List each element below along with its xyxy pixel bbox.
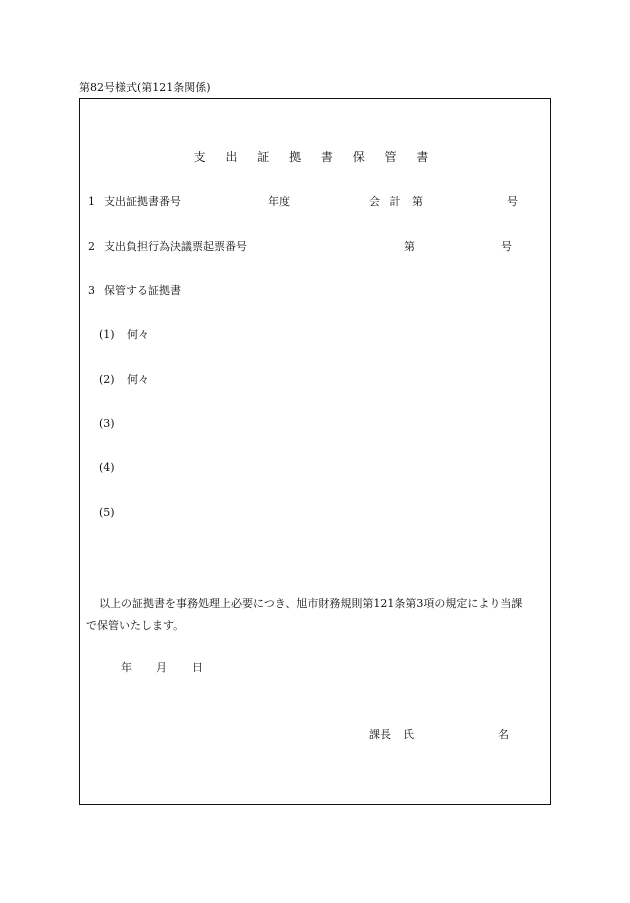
signature-mei-label: 名 — [498, 728, 509, 741]
statement-line-2: で保管いたします。 — [86, 619, 185, 632]
item-2-label: 支出負担行為決議票起票番号 — [104, 240, 247, 253]
document-title: 支 出 証 拠 書 保 管 書 — [193, 150, 437, 164]
signature-shi-label: 氏 — [403, 728, 414, 741]
item-1-go-label: 号 — [507, 195, 518, 208]
item-1-label: 支出証拠書番号 — [104, 195, 181, 208]
statement-line-1: 以上の証拠書を事務処理上必要につき、旭市財務規則第121条第3項の規定により当課 — [99, 597, 523, 610]
signature-title-label: 課長 — [369, 728, 391, 741]
item-2-dai-label: 第 — [404, 240, 415, 253]
list-item-text: 何々 — [127, 328, 149, 341]
item-2-go-label: 号 — [501, 240, 512, 253]
list-item-text: 何々 — [127, 373, 149, 386]
list-item-number: (5) — [99, 506, 115, 519]
date-day-label: 日 — [192, 661, 203, 674]
form-number: 第82号様式(第121条関係) — [79, 81, 211, 94]
item-1-year-label: 年度 — [268, 195, 290, 208]
item-1-number: 1 — [88, 195, 95, 208]
date-year-label: 年 — [121, 661, 132, 674]
list-item-number: (2) — [99, 373, 115, 386]
item-3-number: 3 — [88, 284, 95, 297]
item-2-number: 2 — [88, 240, 95, 253]
item-1-account-label: 会 計 — [369, 195, 404, 208]
item-1-dai-label: 第 — [412, 195, 423, 208]
item-3-label: 保管する証拠書 — [104, 284, 181, 297]
list-item-number: (4) — [99, 461, 115, 474]
list-item-number: (3) — [99, 417, 115, 430]
list-item-number: (1) — [99, 328, 115, 341]
date-month-label: 月 — [156, 661, 167, 674]
